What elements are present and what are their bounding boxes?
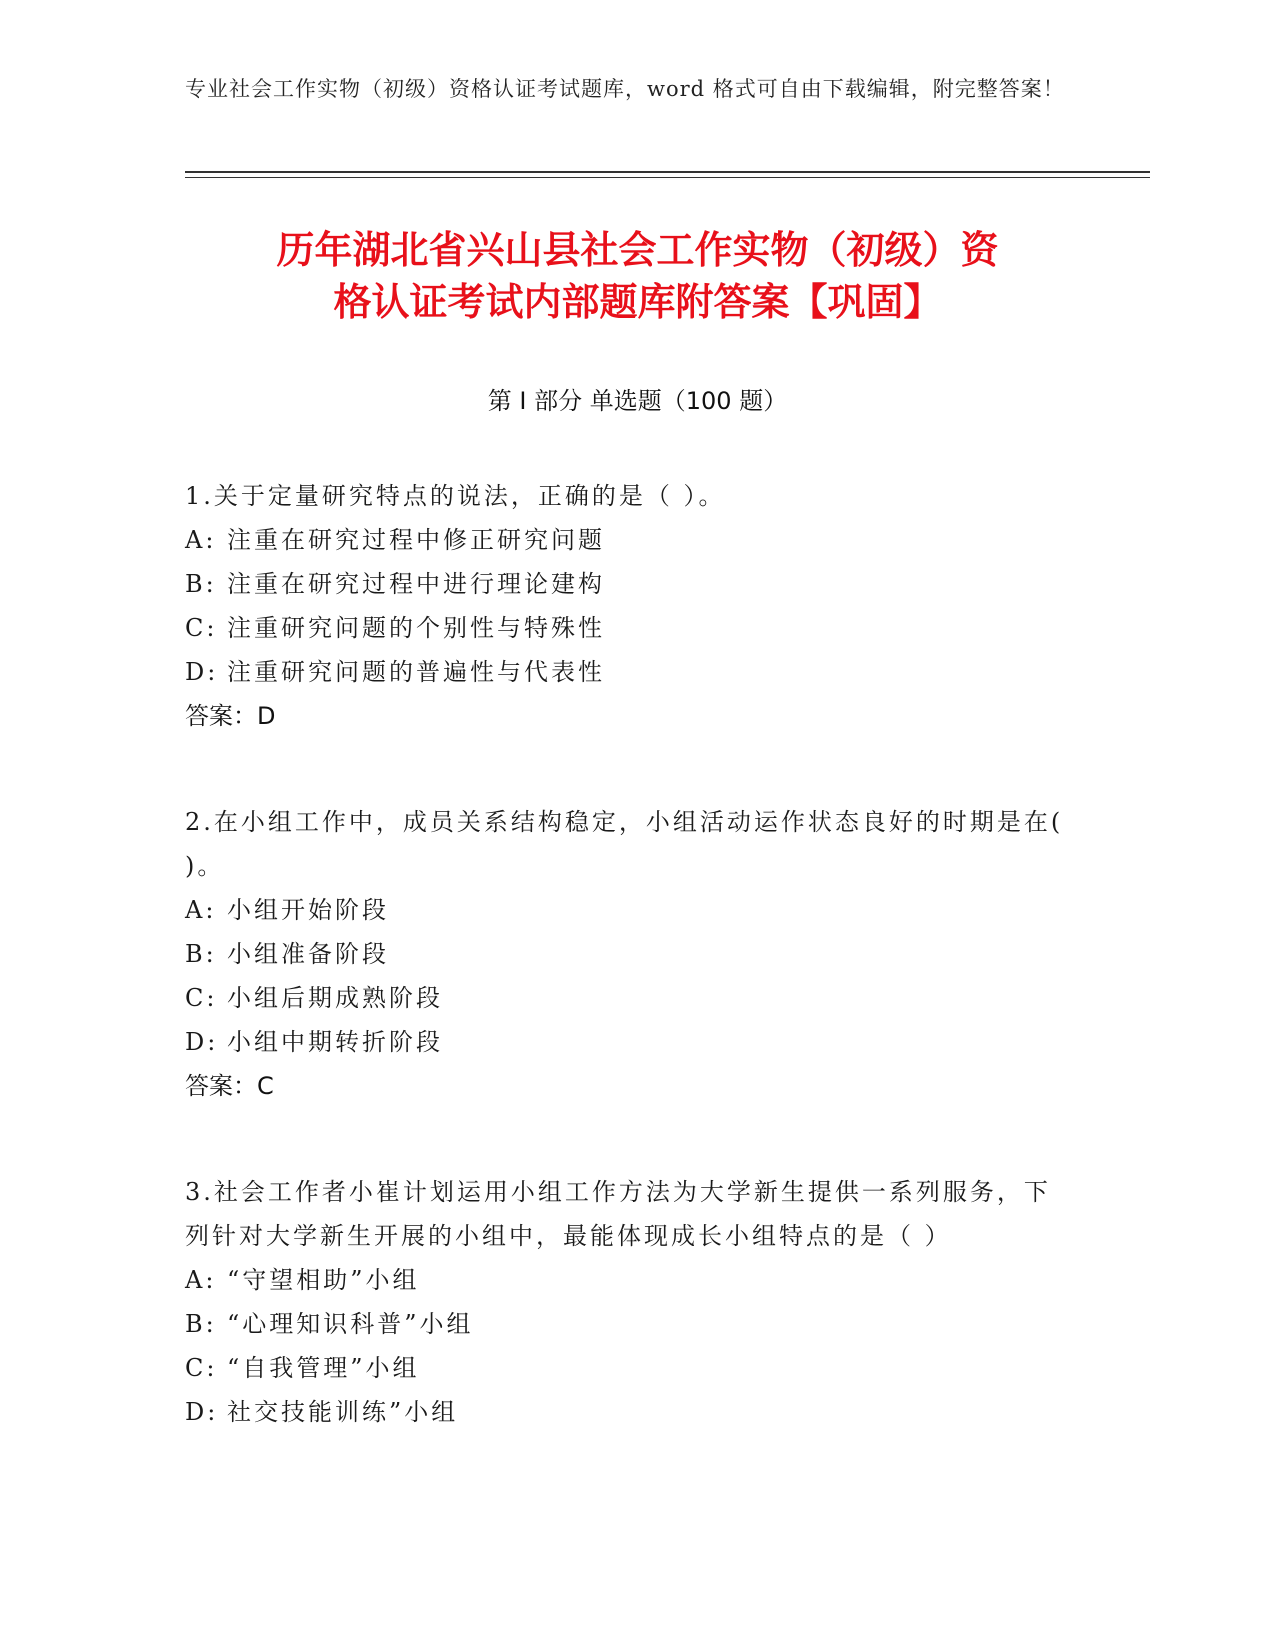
option-text: 注重研究问题的个别性与特殊性 [227, 614, 605, 642]
option-letter: D: [185, 658, 219, 686]
answer-line: 答案：C [185, 1072, 274, 1100]
option-letter: A: [185, 1266, 217, 1294]
option-b [185, 932, 1065, 976]
option-letter: D: [185, 1028, 219, 1056]
question-2 [185, 800, 1065, 1108]
header-note: 专业社会工作实物（初级）资格认证考试题库，word 格式可自由下载编辑，附完整答案！ [185, 77, 1065, 101]
option-text: 注重在研究过程中进行理论建构 [227, 570, 605, 598]
option-c [185, 976, 1065, 1020]
question-stem: 1.关于定量研究特点的说法，正确的是（ ）。 [185, 482, 726, 510]
option-text: 小组后期成熟阶段 [227, 984, 443, 1012]
document-title-line-1: 历年湖北省兴山县社会工作实物（初级）资 [276, 228, 999, 272]
option-letter: C: [185, 1354, 218, 1382]
option-letter: C: [185, 984, 218, 1012]
option-d [185, 650, 1065, 694]
option-text: 小组开始阶段 [227, 896, 389, 924]
option-letter: B: [185, 570, 217, 598]
option-d [185, 1020, 1065, 1064]
option-c [185, 606, 1065, 650]
option-text: 小组中期转折阶段 [227, 1028, 443, 1056]
option-letter: B: [185, 940, 217, 968]
question-stem: 3.社会工作者小崔计划运用小组工作方法为大学新生提供一系列服务，下列针对大学新生开展的小组中，最能体现成长小组特点的是（ ） [185, 1178, 1051, 1250]
option-letter: C: [185, 614, 218, 642]
document-title [150, 224, 1125, 328]
option-letter: D: [185, 1398, 219, 1426]
question-3 [185, 1170, 1065, 1434]
option-letter: A: [185, 526, 217, 554]
answer-line: 答案：D [185, 702, 276, 730]
option-text: 小组准备阶段 [227, 940, 389, 968]
option-b [185, 562, 1065, 606]
option-text: 社交技能训练”小组 [227, 1398, 459, 1426]
option-text: “自我管理”小组 [227, 1354, 420, 1382]
header-rule-thin [185, 177, 1150, 178]
document-title-line-2: 格认证考试内部题库附答案【巩固】 [333, 280, 942, 324]
option-letter: B: [185, 1310, 217, 1338]
option-text: “心理知识科普”小组 [227, 1310, 474, 1338]
option-a [185, 518, 1065, 562]
question-list [185, 474, 1065, 1496]
option-d [185, 1390, 1065, 1434]
header-rule-thick [185, 171, 1150, 173]
question-stem: 2.在小组工作中，成员关系结构稳定，小组活动运作状态良好的时期是在( )。 [185, 808, 1064, 880]
option-a [185, 1258, 1065, 1302]
section-title: 第 I 部分 单选题（100 题） [487, 387, 788, 415]
option-text: 注重研究问题的普遍性与代表性 [227, 658, 605, 686]
option-b [185, 1302, 1065, 1346]
option-text: 注重在研究过程中修正研究问题 [227, 526, 605, 554]
option-a [185, 888, 1065, 932]
option-c [185, 1346, 1065, 1390]
option-letter: A: [185, 896, 217, 924]
question-1 [185, 474, 1065, 738]
option-text: “守望相助”小组 [227, 1266, 420, 1294]
